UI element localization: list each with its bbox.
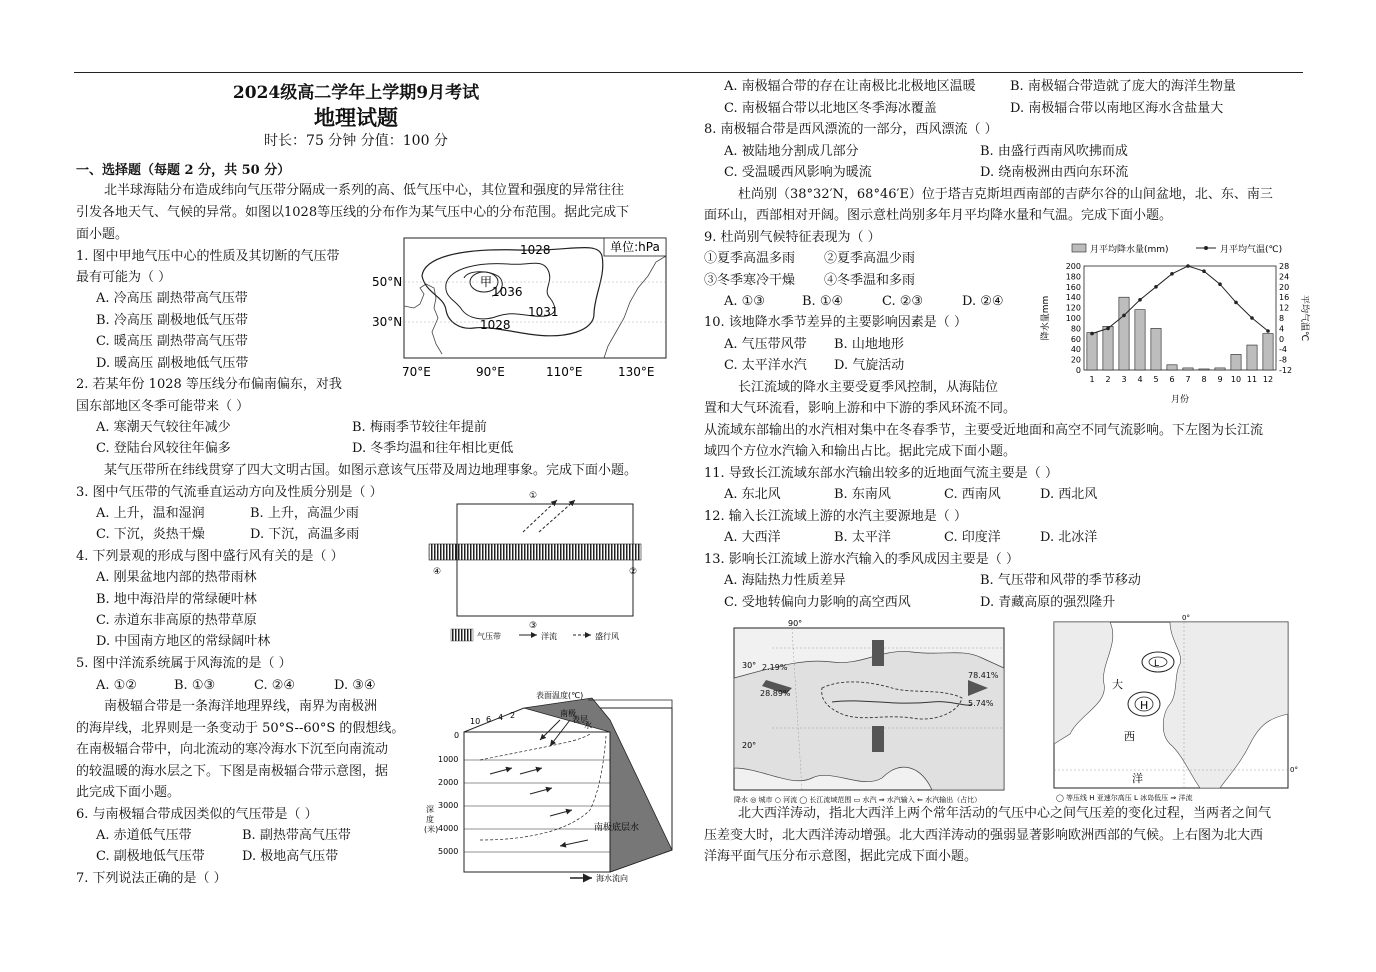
passage-4: 杜尚别（38°32′N，68°46′E）位于塔吉克斯坦西南部的吉萨尔谷的山间盆地，北、东、南三 bbox=[738, 187, 1273, 202]
precip-bar bbox=[1135, 310, 1145, 370]
q5-option: C. ②④ bbox=[254, 678, 296, 693]
x-tick: 12 bbox=[1262, 375, 1274, 384]
y-right-tick: 12 bbox=[1279, 303, 1290, 313]
q2-option: C. 登陆台风较往年偏多 bbox=[96, 441, 231, 456]
passage-6: 洋海平面气压分布示意图，据此完成下面小题。 bbox=[704, 849, 978, 864]
q3-stem: 3. 图中气压带的气流垂直运动方向及性质分别是（ ） bbox=[76, 485, 383, 500]
y-left-tick: 60 bbox=[1070, 334, 1081, 344]
q6-option: B. 副热带高气压带 bbox=[242, 828, 351, 843]
x-tick: 1 bbox=[1089, 375, 1095, 384]
q3-option: B. 上升，高温少雨 bbox=[250, 506, 359, 521]
q12-stem: 12. 输入长江流域上游的水汽主要源地是（ ） bbox=[704, 509, 967, 524]
q11-option: A. 东北风 bbox=[724, 487, 781, 502]
lat-label: 20° bbox=[742, 741, 757, 750]
q13-option: C. 受地转偏向力影响的高空西风 bbox=[724, 595, 911, 610]
temp-label: 6 bbox=[486, 715, 492, 724]
north-atlantic-map bbox=[1050, 614, 1312, 808]
temp-point bbox=[1218, 282, 1222, 286]
y-left-tick: 180 bbox=[1065, 272, 1081, 282]
temp-point bbox=[1138, 298, 1142, 302]
q11-option: B. 东南风 bbox=[834, 487, 891, 502]
depth-axis-label: 度 bbox=[426, 815, 434, 824]
x-tick: 6 bbox=[1169, 375, 1175, 384]
center-label: 甲 bbox=[480, 275, 493, 289]
q13-stem: 13. 影响长江流域上游水汽输入的季风成因主要是（ ） bbox=[704, 552, 1019, 567]
lon-label: 90° bbox=[788, 619, 803, 628]
temp-label: 4 bbox=[498, 713, 504, 722]
y-right-tick: 16 bbox=[1279, 293, 1290, 303]
passage-3: 在南极辐合带中，向北流动的寒冷海水下沉至向南流动 bbox=[76, 742, 389, 757]
q8-option: B. 由盛行西南风吹拂而成 bbox=[980, 144, 1128, 159]
precip-bar bbox=[1247, 345, 1257, 370]
q12-option: C. 印度洋 bbox=[944, 530, 1001, 545]
lon-label: 70°E bbox=[402, 365, 431, 379]
isobar-label: 1028 bbox=[480, 318, 511, 332]
surface-temp-label: 表面温度(℃) bbox=[536, 691, 584, 700]
map-legend: ◯ 等压线 H 亚速尔高压 L 冰岛低压 ⇒ 洋流 bbox=[1056, 794, 1193, 802]
q12-option: D. 北冰洋 bbox=[1040, 530, 1098, 545]
temp-label: 10 bbox=[470, 717, 481, 726]
q2-stem: 国东部地区冬季可能带来（ ） bbox=[76, 399, 250, 414]
mark-3: ③ bbox=[529, 621, 538, 631]
q9-item: ③冬季寒冷干燥 bbox=[704, 273, 796, 288]
low-pressure-label: L bbox=[1154, 659, 1160, 669]
y-left-tick: 160 bbox=[1065, 282, 1081, 292]
depth-tick: 5000 bbox=[438, 847, 459, 856]
map-legend: 降水 ◎ 城市 ○ 河流 ◯ 长江流域范围 ▭ 水汽 ⇒ 水汽输入 ⇐ 水汽输出（占比） bbox=[734, 796, 982, 804]
q10-option: B. 山地地形 bbox=[834, 337, 904, 352]
q6-stem: 6. 与南极辐合带成因类似的气压带是（ ） bbox=[76, 807, 318, 822]
x-axis-label: 月份 bbox=[1170, 395, 1190, 405]
q9-item: ④冬季温和多雨 bbox=[824, 273, 916, 288]
vapor-pct: 78.41% bbox=[968, 671, 999, 680]
precip-bar bbox=[1199, 369, 1209, 370]
q4-option: A. 刚果盆地内部的热带雨林 bbox=[96, 570, 257, 585]
temp-point bbox=[1266, 329, 1270, 333]
depth-tick: 4000 bbox=[438, 824, 459, 833]
isobar-label: 1036 bbox=[492, 285, 523, 299]
x-tick: 2 bbox=[1105, 375, 1111, 384]
passage-3: 的海岸线，北界则是一条变动于 50°S--60°S 的假想线。 bbox=[76, 721, 405, 736]
q4-option: B. 地中海沿岸的常绿硬叶林 bbox=[96, 592, 257, 607]
passage-2: 某气压带所在纬线贯穿了四大文明古国。如图示意该气压带及周边地理事象。完成下面小题。 bbox=[104, 463, 638, 478]
precip-bar bbox=[1183, 368, 1193, 370]
q2-stem: 2. 若某年份 1028 等压线分布偏南偏东，对我 bbox=[76, 377, 342, 392]
q2-option: A. 寒潮天气较往年减少 bbox=[96, 420, 231, 435]
x-tick: 11 bbox=[1246, 375, 1258, 384]
y-right-tick: -8 bbox=[1279, 355, 1287, 365]
q1-stem: 最有可能为（ ） bbox=[76, 270, 172, 285]
grid-label: 0° bbox=[1182, 614, 1190, 622]
passage-4: 面环山，西部相对开阔。图示意杜尚别多年月平均降水量和气温。完成下面小题。 bbox=[704, 208, 1173, 223]
temp-line bbox=[1092, 266, 1268, 334]
q1-option: D. 暖高压 副极地低气压带 bbox=[96, 356, 249, 371]
isobar-label: 1031 bbox=[528, 305, 559, 319]
q13-option: B. 气压带和风带的季节移动 bbox=[980, 573, 1141, 588]
temp-point bbox=[1234, 301, 1238, 305]
mark-1: ① bbox=[529, 491, 538, 501]
q5-option: A. ①② bbox=[96, 678, 137, 693]
passage-5: 置和大气环流看，影响上游和中下游的季风环流不同。 bbox=[704, 401, 1017, 416]
depth-axis-label: (米) bbox=[424, 825, 439, 834]
y-left-tick: 100 bbox=[1065, 314, 1081, 323]
q7-option: D. 南极辐合带以南地区海水含盐量大 bbox=[1010, 101, 1224, 116]
q10-option: C. 太平洋水汽 bbox=[724, 358, 807, 373]
mark-2: ② bbox=[629, 567, 638, 577]
isobar-label: 1028 bbox=[520, 243, 551, 257]
temp-point bbox=[1154, 285, 1158, 289]
passage-6: 压差变大时，北大西洋涛动增强。北大西洋涛动的强弱显著影响欧洲西部的气候。上右图为北大西 bbox=[704, 828, 1264, 843]
flow-legend: 海水流向 bbox=[596, 874, 628, 883]
x-tick: 10 bbox=[1230, 375, 1242, 384]
depth-tick: 0 bbox=[454, 731, 460, 740]
q9-option: B. ①④ bbox=[802, 294, 844, 309]
lon-label: 130°E bbox=[618, 365, 655, 379]
q7-stem: 7. 下列说法正确的是（ ） bbox=[76, 871, 227, 886]
lon-label: 90°E bbox=[476, 365, 505, 379]
depth-axis-label: 深 bbox=[426, 805, 434, 814]
precip-bar bbox=[1215, 368, 1225, 370]
legend-precip: 月平均降水量(mm) bbox=[1090, 245, 1169, 255]
q7-option: A. 南极辐合带的存在让南极比北极地区温暖 bbox=[724, 79, 976, 94]
ocean-label: 洋 bbox=[1132, 772, 1143, 785]
vapor-pct: 28.89% bbox=[760, 689, 791, 698]
mark-4: ④ bbox=[433, 567, 442, 577]
temp-point bbox=[1202, 269, 1206, 273]
q12-option: A. 大西洋 bbox=[724, 530, 781, 545]
passage-5: 从流域东部输出的水汽相对集中在冬春季节，主要受近地面和高空不同气流影响。下左图为长江流 bbox=[704, 423, 1264, 438]
lat-label: 30°N bbox=[372, 315, 403, 329]
yangtze-vapor-map bbox=[732, 618, 1006, 808]
x-tick: 7 bbox=[1185, 375, 1191, 384]
q1-option: B. 冷高压 副极地低气压带 bbox=[96, 313, 248, 328]
q9-stem: 9. 杜尚别气候特征表现为（ ） bbox=[704, 230, 881, 245]
temp-point bbox=[1170, 272, 1174, 276]
water-label: 南极 bbox=[560, 709, 576, 718]
pressure-belt-figure bbox=[425, 486, 655, 650]
intro-line: 引发各地天气、气候的异常。如图以1028等压线的分布作为某气压中心的分布范围。据此完成下 bbox=[76, 205, 630, 220]
precip-bar bbox=[1087, 333, 1097, 370]
q10-stem: 10. 该地降水季节差异的主要影响因素是（ ） bbox=[704, 315, 967, 330]
q11-option: D. 西北风 bbox=[1040, 487, 1098, 502]
intro-line: 北半球海陆分布造成纬向气压带分隔成一系列的高、低气压中心，其位置和强度的异常往往 bbox=[104, 183, 625, 198]
ocean-label: 大 bbox=[1112, 678, 1123, 691]
precip-bar bbox=[1119, 297, 1129, 370]
q6-option: A. 赤道低气压带 bbox=[96, 828, 192, 843]
q5-option: D. ③④ bbox=[334, 678, 376, 693]
q2-option: B. 梅雨季节较往年提前 bbox=[352, 420, 487, 435]
temp-point bbox=[1186, 264, 1190, 268]
x-tick: 8 bbox=[1201, 375, 1207, 384]
temp-point bbox=[1250, 316, 1254, 320]
subject-title: 地理试题 bbox=[314, 105, 398, 130]
passage-6: 北大西洋涛动，指北大西洋上两个常年活动的气压中心之间气压差的变化过程，当两者之间气 bbox=[738, 806, 1272, 821]
passage-3: 南极辐合带是一条海洋地理界线，南界为南极洲 bbox=[104, 699, 378, 714]
depth-tick: 2000 bbox=[438, 778, 459, 787]
q3-option: A. 上升，温和湿润 bbox=[96, 506, 205, 521]
y-left-tick: 140 bbox=[1065, 293, 1081, 303]
precip-bar bbox=[1167, 365, 1177, 370]
q11-option: C. 西南风 bbox=[944, 487, 1001, 502]
y-left-tick: 20 bbox=[1070, 355, 1081, 365]
temp-point bbox=[1122, 314, 1126, 318]
vapor-pct: 5.74% bbox=[968, 699, 994, 708]
lat-label: 50°N bbox=[372, 275, 403, 289]
x-tick: 5 bbox=[1153, 375, 1159, 384]
q7-option: B. 南极辐合带造就了庞大的海洋生物量 bbox=[1010, 79, 1236, 94]
y-axis-left-label: 降水量mm bbox=[1041, 295, 1051, 341]
intro-line: 面小题。 bbox=[76, 227, 129, 242]
q3-option: D. 下沉，高温多雨 bbox=[250, 527, 360, 542]
bottom-water-label: 南极底层水 bbox=[594, 823, 640, 833]
q9-option: A. ①③ bbox=[724, 294, 765, 309]
x-tick: 4 bbox=[1137, 375, 1143, 384]
legend-precip-swatch bbox=[1072, 244, 1086, 252]
q8-stem: 8. 南极辐合带是西风漂流的一部分，西风漂流（ ） bbox=[704, 122, 998, 137]
y-right-tick: 28 bbox=[1279, 262, 1290, 271]
q6-option: D. 极地高气压带 bbox=[242, 849, 339, 864]
passage-3: 此完成下面小题。 bbox=[76, 785, 181, 800]
water-label: 表层 bbox=[572, 715, 588, 724]
q9-item: ②夏季高温少雨 bbox=[824, 251, 916, 266]
y-axis-right-label: 平均气温℃ bbox=[1299, 294, 1309, 342]
q11-stem: 11. 导致长江流域东部水汽输出较多的近地面气流主要是（ ） bbox=[704, 466, 1058, 481]
antarctic-convergence-figure bbox=[420, 690, 685, 888]
q1-option: A. 冷高压 副热带高气压带 bbox=[96, 291, 248, 306]
y-right-tick: -12 bbox=[1279, 366, 1293, 375]
q1-stem: 1. 图中甲地气压中心的性质及其切断的气压带 bbox=[76, 249, 340, 264]
q2-option: D. 冬季均温和往年相比更低 bbox=[352, 441, 514, 456]
high-pressure-label: H bbox=[1140, 699, 1149, 712]
y-left-tick: 40 bbox=[1070, 345, 1081, 355]
top-rule bbox=[74, 72, 1303, 73]
unit-label: 单位:hPa bbox=[610, 240, 660, 254]
y-right-tick: 20 bbox=[1279, 282, 1290, 292]
q10-option: D. 气旋活动 bbox=[834, 358, 905, 373]
y-right-tick: 8 bbox=[1279, 314, 1285, 323]
q1-option: C. 暖高压 副热带高气压带 bbox=[96, 334, 248, 349]
y-right-tick: 0 bbox=[1279, 334, 1285, 344]
x-tick: 3 bbox=[1121, 375, 1127, 384]
q8-option: D. 绕南极洲由西向东环流 bbox=[980, 165, 1129, 180]
legend-temp: 月平均气温(℃) bbox=[1220, 245, 1283, 255]
climate-chart bbox=[1040, 238, 1310, 410]
q9-item: ①夏季高温多雨 bbox=[704, 251, 796, 266]
q6-option: C. 副极地低气压带 bbox=[96, 849, 205, 864]
temp-point bbox=[1106, 327, 1110, 331]
y-right-tick: 4 bbox=[1279, 324, 1285, 334]
section-heading: 一、选择题（每题 2 分，共 50 分） bbox=[76, 163, 291, 178]
q4-option: C. 赤道东非高原的热带草原 bbox=[96, 613, 257, 628]
q8-option: A. 被陆地分割成几部分 bbox=[724, 144, 859, 159]
temp-label: 2 bbox=[510, 711, 516, 720]
passage-5: 域四个方位水汽输入和输出占比。据此完成下面小题。 bbox=[704, 444, 1017, 459]
y-left-tick: 200 bbox=[1065, 262, 1081, 271]
precip-bar bbox=[1151, 328, 1161, 370]
exam-meta: 时长：75 分钟 分值：100 分 bbox=[264, 133, 448, 149]
q13-option: A. 海陆热力性质差异 bbox=[724, 573, 846, 588]
legend-belt: 气压带 bbox=[477, 632, 501, 641]
ocean-label: 西 bbox=[1124, 730, 1135, 743]
lon-label: 110°E bbox=[546, 365, 583, 379]
depth-tick: 1000 bbox=[438, 755, 459, 764]
y-left-tick: 120 bbox=[1065, 303, 1081, 313]
y-right-tick: -4 bbox=[1279, 345, 1287, 355]
legend-current: 洋流 bbox=[541, 632, 557, 641]
x-tick: 9 bbox=[1217, 375, 1223, 384]
q5-option: B. ①③ bbox=[174, 678, 216, 693]
precip-bar bbox=[1231, 354, 1241, 370]
y-right-tick: 24 bbox=[1279, 272, 1290, 282]
isobar-map-figure bbox=[372, 236, 672, 382]
y-left-tick: 0 bbox=[1075, 366, 1081, 375]
vapor-pct: 2.19% bbox=[762, 663, 788, 672]
passage-5: 长江流域的降水主要受夏季风控制，从海陆位 bbox=[738, 380, 999, 395]
q10-option: A. 气压带风带 bbox=[724, 337, 807, 352]
grid-label: 0° bbox=[1290, 766, 1298, 774]
q3-option: C. 下沉，炎热干燥 bbox=[96, 527, 205, 542]
q5-stem: 5. 图中洋流系统属于风海流的是（ ） bbox=[76, 656, 292, 671]
precip-bar bbox=[1103, 326, 1113, 370]
precip-bar bbox=[1263, 334, 1273, 370]
q4-option: D. 中国南方地区的常绿阔叶林 bbox=[96, 634, 271, 649]
legend-wind: 盛行风 bbox=[595, 632, 619, 641]
water-label: 水 bbox=[584, 721, 592, 730]
q8-option: C. 受温暖西风影响为暖流 bbox=[724, 165, 872, 180]
q4-stem: 4. 下列景观的形成与图中盛行风有关的是（ ） bbox=[76, 549, 344, 564]
q12-option: B. 太平洋 bbox=[834, 530, 891, 545]
depth-tick: 3000 bbox=[438, 801, 459, 810]
q9-option: C. ②③ bbox=[882, 294, 924, 309]
q9-option: D. ②④ bbox=[962, 294, 1004, 309]
y-left-tick: 80 bbox=[1070, 324, 1081, 334]
lat-label: 30° bbox=[742, 661, 757, 670]
exam-title: 2024级高二学年上学期9月考试 bbox=[232, 83, 480, 103]
q7-option: C. 南极辐合带以北地区冬季海冰覆盖 bbox=[724, 101, 937, 116]
q13-option: D. 青藏高原的强烈隆升 bbox=[980, 595, 1116, 610]
temp-point bbox=[1090, 332, 1094, 336]
passage-3: 的较温暖的海水层之下。下图是南极辐合带示意图，据 bbox=[76, 764, 389, 779]
